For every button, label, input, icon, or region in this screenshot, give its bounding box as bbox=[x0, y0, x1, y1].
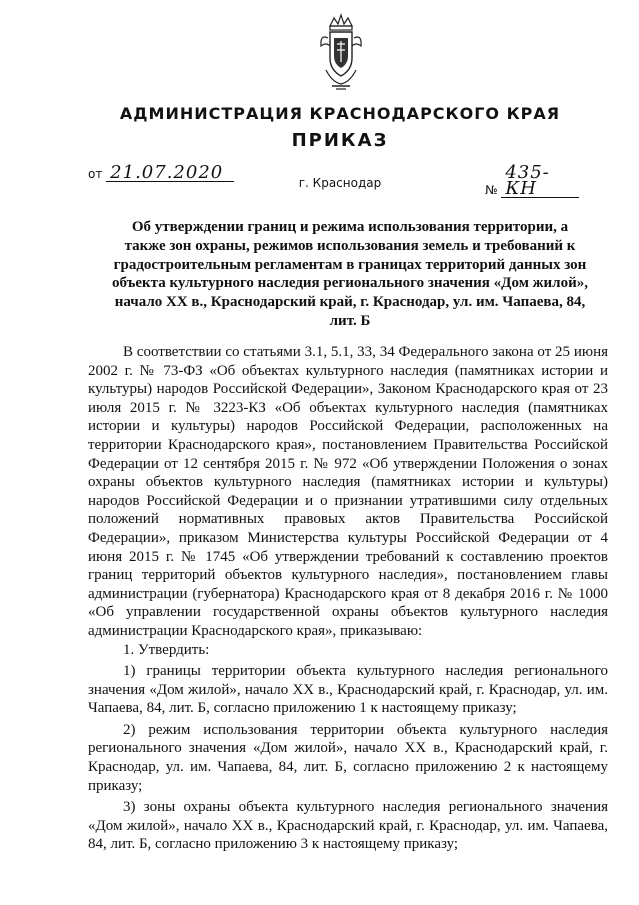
city-label: г. Краснодар bbox=[298, 176, 382, 190]
item-1-3: 3) зоны охраны объекта культурного наследия регионального значения «Дом жилой», начало XX в., Краснодарский край, г. Краснодар, ул. им. Чапаева, 84, лит. Б, согласно приложению 3 к настоящему приказу; bbox=[88, 799, 608, 853]
item-1: 1. Утвердить: bbox=[123, 641, 210, 658]
number-value: 435-КН bbox=[501, 165, 579, 198]
document-type: ПРИКАЗ bbox=[291, 130, 389, 151]
number-prefix: № bbox=[485, 183, 498, 197]
date-prefix: от bbox=[88, 167, 103, 181]
organization-name: АДМИНИСТРАЦИЯ КРАСНОДАРСКОГО КРАЯ bbox=[119, 104, 561, 123]
document-title: Об утверждении границ и режима использования территории, а также зон охраны, режимов использования земель и требований к градостроительным регламентам в границах территорий данных зон объекта культурного наследия регионального значения «Дом жилой», начало XX в., Краснодарский край, г. Краснодар, ул. им. Чапаева, 84, лит. Б bbox=[112, 219, 588, 329]
document-body bbox=[88, 343, 608, 854]
date-value: 21.07.2020 bbox=[106, 165, 234, 182]
coat-of-arms-icon bbox=[318, 12, 364, 92]
preamble-paragraph: В соответствии со статьями 3.1, 5.1, 33, 34 Федерального закона от 25 июня 2002 г. № 73-ФЗ «Об объектах культурного наследия (памятниках истории и культуры) народов Российской Федерации», Законом Краснодарского края от 23 июля 2015 г. № 3223-КЗ «Об объектах культурного наследия (памятниках истории и культуры) народов Российской Федерации, расположенных на территории Краснодарского края», постановлением Правительства Российской Федерации от 12 сентября 2015 г. № 972 «Об утверждении Положения о зонах охраны объектов культурного наследия (памятниках истории и культуры) народов Российской Федерации и о признании утратившими силу отдельных положений нормативных правовых актов Правительства Российской Федерации», приказом Министерства культуры Российской Федерации от 4 июня 2015 г. № 1745 «Об утверждении требований к составлению проектов границ территорий объектов культурного наследия», постановлением главы администрации (губернатора) Краснодарского края от 8 декабря 2016 г. № 1000 «Об управлении государственной охраны объектов культурного наследия администрации Краснодарского края», приказываю: bbox=[88, 344, 608, 639]
item-1-1: 1) границы территории объекта культурного наследия регионального значения «Дом жилой», начало XX в., Краснодарский край, г. Краснодар, ул. им. Чапаева, 84, лит. Б, согласно приложению 1 к настоящему приказу; bbox=[88, 663, 608, 717]
item-1-2: 2) режим использования территории объекта культурного наследия регионального значения «Дом жилой», начало XX в., Краснодарский край, г. Краснодар, ул. им. Чапаева, 84, лит. Б, согласно приложению 2 к настоящему приказу; bbox=[88, 721, 608, 794]
